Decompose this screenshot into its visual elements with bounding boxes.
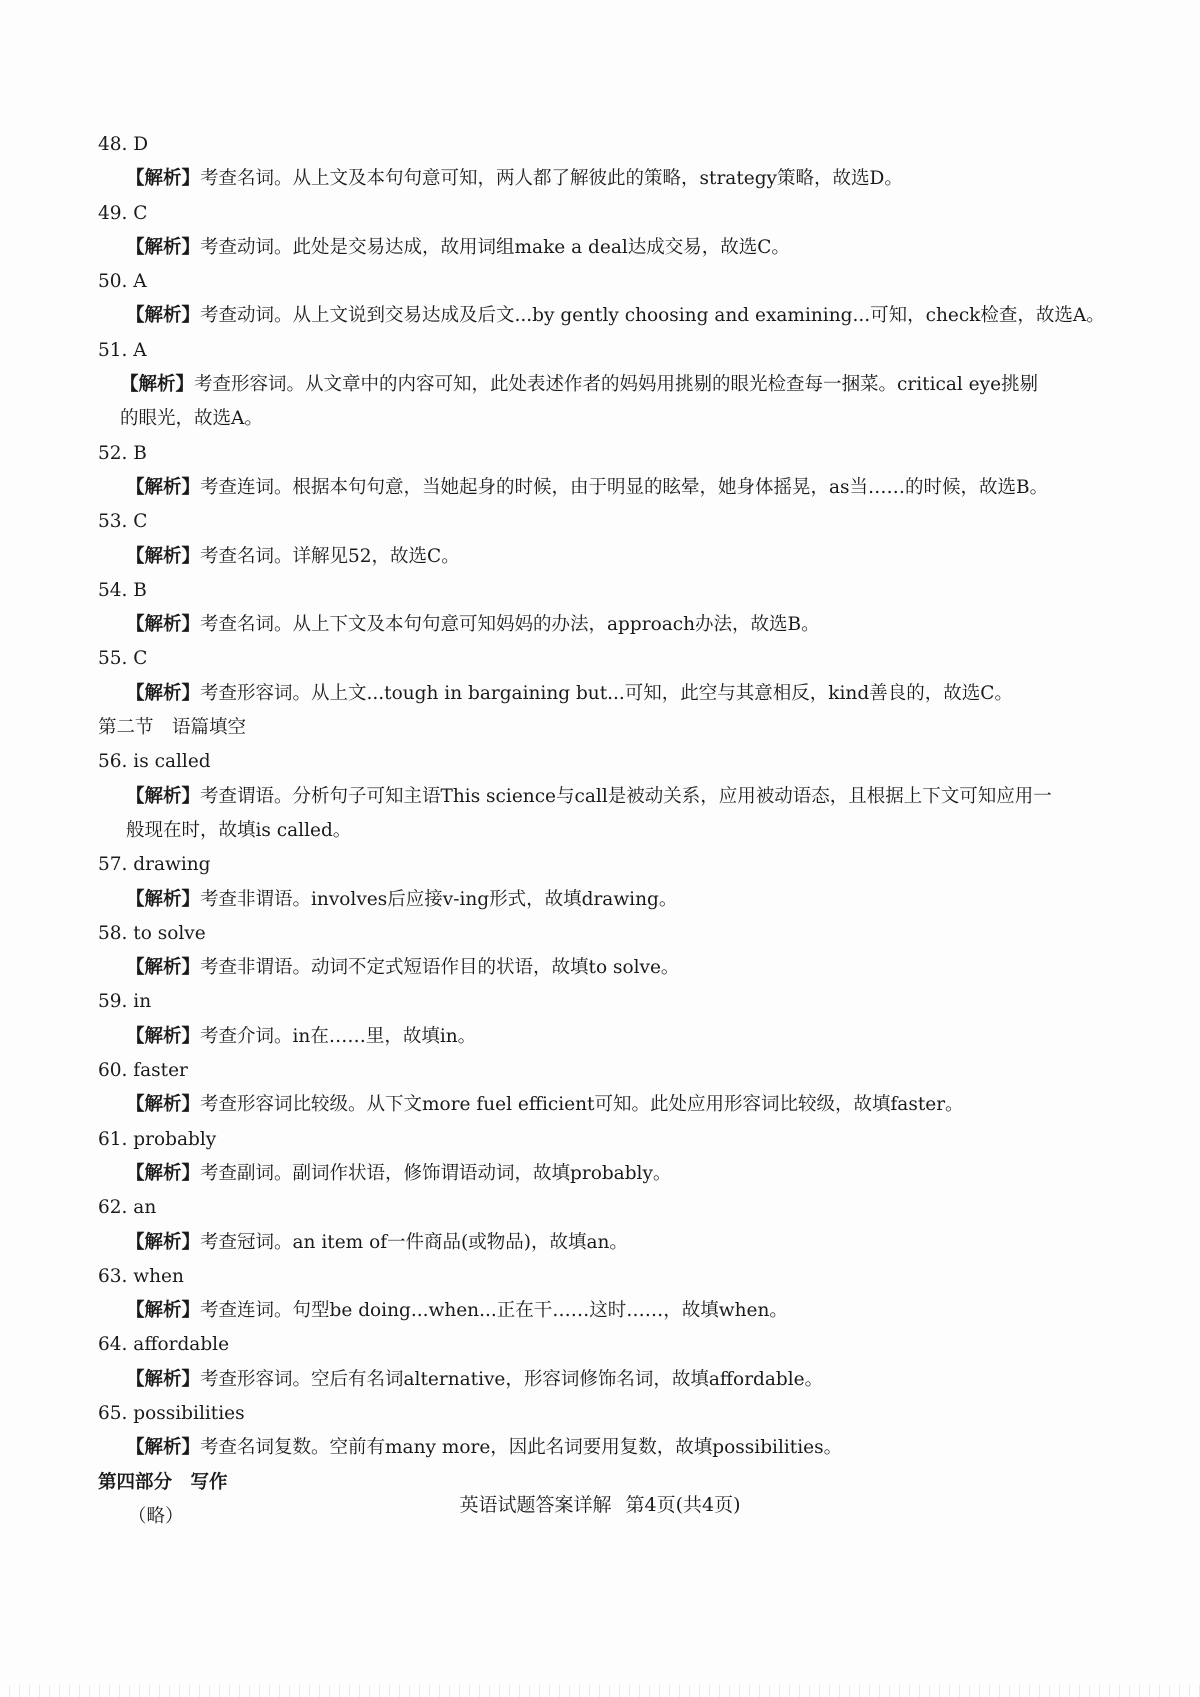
explanation-tag: 【解析】 [126,236,201,258]
answer-label: 50. A [98,271,147,293]
explanation-text: 考查副词。副词作状语，修饰谓语动词，故填probably。 [200,1162,672,1184]
explanation-text: 考查名词复数。空前有many more，因此名词要用复数，故填possibilities。 [200,1437,843,1459]
answer-item-63 [98,1260,1108,1329]
answer-label: 53. C [98,511,148,533]
explanation-tag: 【解析】 [120,374,195,396]
explanation-text: 考查形容词。从文章中的内容可知，此处表述作者的妈妈用挑剔的眼光检查每一捆菜。critical eye挑剔 [194,374,1039,396]
explanation-tag: 【解析】 [126,1300,201,1322]
explanation [98,951,1108,985]
answer-label: 54. B [98,579,147,601]
explanation-text: 考查非谓语。involves后应接v-ing形式，故填drawing。 [200,888,678,910]
explanation-text: 考查名词。详解见52，故选C。 [200,545,460,567]
explanation-text: 考查名词。从上文及本句句意可知，两人都了解彼此的策略，strategy策略，故选D。 [200,168,903,190]
answer-label: 52. B [98,442,147,464]
explanation-text: 考查动词。此处是交易达成，故用词组make a deal达成交易，故选C。 [200,236,790,258]
answer-label: 57. drawing [98,854,211,876]
answer-item-54 [98,574,1108,643]
explanation [98,1431,1108,1465]
explanation-text: 考查形容词比较级。从下文more fuel efficient可知。此处应用形容词比较级，故填faster。 [200,1094,964,1116]
explanation-tag: 【解析】 [126,682,201,704]
explanation-tag: 【解析】 [126,1025,201,1047]
answer-item-58 [98,917,1108,986]
explanation-continuation: 般现在时，故填is called。 [126,819,352,841]
section-heading-2: 第二节 语篇填空 [98,717,247,739]
explanation [98,471,1108,505]
answer-item-64 [98,1328,1108,1397]
explanation-text: 考查非谓语。动词不定式短语作目的状语，故填to solve。 [200,957,680,979]
answer-item-61 [98,1123,1108,1192]
explanation-tag: 【解析】 [126,168,201,190]
explanation-text: 考查动词。从上文说到交易达成及后文...by gently choosing and examining...可知，check检查，故选A。 [200,305,1105,327]
explanation-tag: 【解析】 [126,888,201,910]
explanation [98,1294,1108,1328]
explanation-text: 考查谓语。分析句子可知主语This science与call是被动关系，应用被动语态，且根据上下文可知应用一 [200,785,1052,807]
answer-label: 65. possibilities [98,1402,245,1424]
explanation-text: 考查形容词。从上文...tough in bargaining but...可知，此空与其意相反，kind善良的，故选C。 [200,682,1013,704]
explanation [98,1363,1108,1397]
answer-label: 61. probably [98,1128,217,1150]
explanation [98,1020,1108,1054]
answer-label: 49. C [98,202,148,224]
explanation [98,780,1108,814]
explanation-text: 考查连词。根据本句句意，当她起身的时候，由于明显的眩晕，她身体摇晃，as当……的时候，故选B。 [200,476,1049,498]
answer-item-62 [98,1191,1108,1260]
explanation [98,299,1108,333]
answer-item-55 [98,642,1108,711]
explanation [98,1157,1108,1191]
explanation [98,368,1108,402]
explanation-tag: 【解析】 [126,614,201,636]
footer-page-number: 第4页(共4页) [625,1494,741,1516]
answer-item-65 [98,1397,1108,1466]
answer-item-60 [98,1054,1108,1123]
answer-item-57 [98,848,1108,917]
answer-label: 55. C [98,648,148,670]
explanation-text: 考查形容词。空后有名词alternative，形容词修饰名词，故填affordable。 [200,1368,824,1390]
explanation [98,162,1108,196]
answer-item-49 [98,197,1108,266]
answer-label: 51. A [98,339,147,361]
explanation [98,677,1108,711]
answer-label: 48. D [98,134,149,155]
answer-item-52 [98,437,1108,506]
explanation-text: 考查介词。in在……里，故填in。 [200,1025,477,1047]
explanation-continuation: 的眼光，故选A。 [120,408,263,430]
explanation-text: 考查冠词。an item of一件商品(或物品)，故填an。 [200,1231,628,1253]
explanation-tag: 【解析】 [126,476,201,498]
explanation [98,540,1108,574]
explanation-text: 考查名词。从上下文及本句句意可知妈妈的办法，approach办法，故选B。 [200,614,820,636]
answer-label: 58. to solve [98,922,206,944]
explanation-tag: 【解析】 [126,785,201,807]
explanation-tag: 【解析】 [126,1368,201,1390]
footer-title: 英语试题答案详解 [459,1494,612,1516]
explanation-tag: 【解析】 [126,1437,201,1459]
answer-item-51 [98,334,1108,437]
answer-label: 59. in [98,991,152,1013]
explanation-text: 考查连词。句型be doing...when...正在干……这时……，故填when。 [200,1300,788,1322]
answer-item-56 [98,745,1108,848]
answer-label: 60. faster [98,1060,188,1082]
section-heading-4: 第四部分 写作 [98,1471,228,1493]
explanation-tag: 【解析】 [126,1231,201,1253]
answer-item-59 [98,985,1108,1054]
page-footer [0,1490,1200,1517]
explanation [98,1088,1108,1122]
explanation-tag: 【解析】 [126,1162,201,1184]
explanation [98,1226,1108,1260]
answer-item-50 [98,265,1108,334]
answer-label: 63. when [98,1265,184,1287]
section-4-body: （略） [128,1505,184,1527]
explanation-tag: 【解析】 [126,305,201,327]
explanation [98,608,1108,642]
explanation [98,231,1108,265]
explanation [98,883,1108,917]
explanation-tag: 【解析】 [126,957,201,979]
answer-label: 56. is called [98,751,211,773]
answer-label: 64. affordable [98,1334,230,1356]
answer-item-53 [98,505,1108,574]
answer-label: 62. an [98,1197,157,1219]
scan-edge-artifact [0,1685,1200,1697]
explanation-tag: 【解析】 [126,1094,201,1116]
explanation-tag: 【解析】 [126,545,201,567]
answer-content [98,128,1108,1534]
answer-item-48 [98,128,1108,197]
